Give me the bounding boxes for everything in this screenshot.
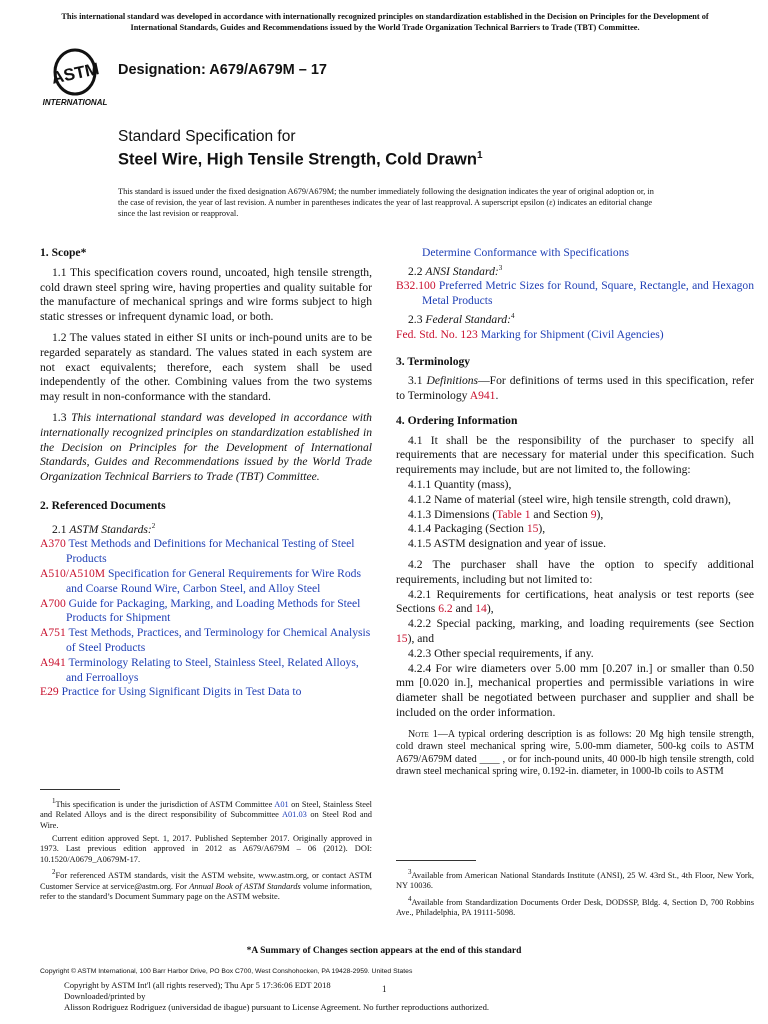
- ordering-item-4-2-1: [396, 588, 754, 618]
- ordering-item-4-2-3: 4.2.3 Other special requirements, if any.: [408, 646, 594, 660]
- i413-a: 4.1.3 Dimensions (: [408, 507, 497, 521]
- i414-b: ),: [538, 522, 546, 536]
- footer-line-1: Copyright by ASTM Int'l (all rights reserved); Thu Apr 5 17:36:06 EDT 2018: [64, 980, 331, 990]
- section-heading-referenced: 2. Referenced Documents: [40, 498, 166, 512]
- i414-a: 4.1.4 Packaging (Section: [408, 522, 527, 536]
- link-table-1[interactable]: Table 1: [496, 507, 531, 521]
- terminology-para: [396, 374, 754, 404]
- astm-standards-label: [40, 519, 372, 538]
- note-1-label: Note 1: [408, 728, 438, 740]
- ref-a751[interactable]: [40, 626, 372, 656]
- ordering-para-4-2: 4.2 The purchaser shall have the option to specify additional requirements, including but not limited to:: [396, 558, 754, 586]
- footnote-1-edition: Current edition approved Sept. 1, 2017. Published September 2017. Originally approved in 1973. Last previous edition approved in 2012 as A679/A679M – 06 (2012). DOI: 10.1520/A0679_A0679M-17.: [40, 833, 372, 864]
- footnote-3-mark: 3: [408, 868, 412, 876]
- footnote-3: [396, 867, 754, 892]
- link-section-15[interactable]: 15: [526, 522, 539, 536]
- link-section-15b[interactable]: 15: [396, 632, 408, 646]
- terminology-label: Definitions: [426, 374, 479, 388]
- ref-title[interactable]: Practice for Using Significant Digits in Test Data to: [61, 685, 302, 699]
- link-section-6-2[interactable]: 6.2: [438, 602, 453, 616]
- link-section-9[interactable]: 9: [590, 507, 597, 521]
- standard-title: [118, 127, 483, 170]
- ref-a510[interactable]: [40, 567, 372, 597]
- ansi-label-num: 2.2: [408, 264, 423, 278]
- section-heading-terminology: 3. Terminology: [396, 354, 471, 368]
- top-note: This international standard was developed in accordance with internationally recognized principles on standardization established in the Decision on Principles for the Development of International Standards, Guides and Recommendations issued by the World Trade Organization Technical Barriers to Trade (TBT) Committee.: [61, 12, 709, 32]
- terminology-end: .: [495, 389, 499, 403]
- ordering-para-4-1: 4.1 It shall be the responsibility of the purchaser to specify all requirements that are necessary for material under this specification. Such requirements may include, but are not limited to, the following:: [396, 433, 754, 477]
- i413-b: and Section: [530, 507, 591, 521]
- astm-label-num: 2.1: [52, 522, 67, 536]
- i421-a: 4.2.1 Requirements for certifications, heat analysis or test reports (see Sections: [396, 587, 754, 616]
- ref-title[interactable]: Marking for Shipment (Civil Agencies): [480, 327, 664, 341]
- fn1-link-a01[interactable]: A01: [274, 799, 289, 809]
- federal-label-mark: 4: [510, 312, 515, 321]
- ordering-item-4-1-5: 4.1.5 ASTM designation and year of issue.: [408, 537, 607, 551]
- scope-para-3-num: 1.3: [52, 410, 67, 424]
- astm-label-mark: 2: [151, 521, 156, 530]
- ref-title[interactable]: Test Methods and Definitions for Mechanical Testing of Steel Products: [66, 537, 355, 566]
- link-section-14[interactable]: 14: [475, 602, 487, 616]
- fn1-link-a0103[interactable]: A01.03: [281, 810, 307, 820]
- download-footer: [64, 980, 664, 1014]
- footnote-1: [40, 796, 372, 832]
- summary-of-changes-note: *A Summary of Changes section appears at the end of this standard: [246, 946, 522, 956]
- ref-title[interactable]: Preferred Metric Sizes for Round, Square, Rectangle, and Hexagon Metal Products: [422, 279, 754, 308]
- fn1-text-b: on Steel, Stainless Steel and Related Alloys and is the direct responsibility of Subcommittee: [40, 799, 373, 820]
- ref-title[interactable]: Guide for Packaging, Marking, and Loading Methods for Steel Products for Shipment: [66, 596, 361, 625]
- footnote-4-mark: 4: [408, 894, 412, 903]
- footer-line-3: Alisson Rodriguez Rodriguez (universidad de ibague) pursuant to License Agreement. No further reproductions authorized.: [64, 1002, 490, 1013]
- scope-para-1: 1.1 This specification covers round, uncoated, high tensile strength, cold drawn steel spring wire, having properties and quality suitable for the manufacture of mechanical springs and wire forms subject to high static stresses or infrequent dynamic load, or both.: [40, 265, 372, 324]
- footnote-rule-right: [396, 860, 476, 861]
- scope-para-2: 1.2 The values stated in either SI units or inch-pound units are to be regarded separately as standard. The values stated in each system are not exact equivalents; therefore, each system shall be used independently of the other. Combining values from the two systems may result in non-conformance with the standard.: [40, 330, 372, 404]
- terminology-text: —For definitions of terms used in this specification, refer to Terminology: [396, 374, 754, 403]
- i422-a: 4.2.2 Special packing, marking, and loading requirements (see Section: [408, 617, 754, 631]
- designation: Designation: A679/A679M – 17: [118, 62, 327, 78]
- footer-line-2: Downloaded/printed by: [64, 991, 146, 1002]
- footnote-4: [396, 894, 754, 919]
- ref-code[interactable]: A941: [40, 655, 66, 669]
- note-1: [396, 729, 754, 779]
- i421-c: ),: [486, 602, 494, 616]
- i422-b: ), and: [407, 632, 434, 646]
- footnotes-right: [396, 867, 754, 921]
- title-line-2: [118, 146, 483, 170]
- ansi-label-mark: 3: [498, 263, 503, 272]
- footnote-4-text: Available from Standardization Documents Order Desk, DODSSP, Bldg. 4, Section D, 700 Robbins Ave., Philadelphia, PA 19111-5098.: [396, 897, 754, 918]
- footnote-rule-left: [40, 789, 120, 790]
- ref-code[interactable]: B32.100: [396, 279, 436, 293]
- i413-c: ),: [596, 507, 604, 521]
- footnote-2: [40, 867, 372, 903]
- title-text: Steel Wire, High Tensile Strength, Cold Drawn: [118, 150, 477, 169]
- footnote-1-mark: 1: [52, 797, 56, 805]
- ref-code[interactable]: A370: [40, 537, 66, 551]
- ref-code[interactable]: Fed. Std. No. 123: [396, 327, 478, 341]
- ref-code[interactable]: A510/A510M: [40, 567, 106, 580]
- fn1-text-a: This specification is under the jurisdiction of ASTM Committee: [55, 799, 275, 809]
- fn1-text-c: on Steel Rod and Wire.: [40, 810, 372, 830]
- astm-logo: [40, 48, 110, 108]
- ansi-standard-label: [396, 261, 754, 280]
- ordering-item-4-2-2: [396, 617, 754, 647]
- ref-title[interactable]: Specification for General Requirements for Wire Rods and Coarse Round Wire, Carbon Steel, and Alloy Steel: [66, 567, 361, 595]
- issue-note: This standard is issued under the fixed designation A679/A679M; the number immediately following the designation indicates the year of original adoption or, in the case of revision, the year of last revision. A number in parentheses indicates the year of last reapproval. A superscript epsilon (ε) indicates an editorial change since the last revision or reapproval.: [118, 187, 654, 218]
- note-1-text: —A typical ordering description is as follows: 20 Mg high tensile strength, cold drawn steel mechanical spring wire, 5.00-mm diameter, 500-kg coils to ASTM A679/A679M dated ____ , or for inch-pound units, 40 000-lb high tensile strength, cold drawn steel mechanical spring wire, 0.192-in. diameter, in 1000-lb coils to ASTM: [396, 728, 754, 778]
- copyright-line: Copyright © ASTM International, 100 Barr Harbor Drive, PO Box C700, West Conshohocken, PA 19428-2959. United States: [40, 968, 413, 975]
- ref-code[interactable]: E29: [40, 685, 59, 699]
- ref-a941[interactable]: [40, 656, 372, 686]
- ref-a370[interactable]: [40, 537, 372, 567]
- fn2-text-a: For referenced ASTM standards, visit the ASTM website, www.astm.org, or contact ASTM Customer Service at service@astm.org. For: [40, 871, 372, 891]
- section-heading-ordering: 4. Ordering Information: [396, 413, 518, 427]
- fn2-text-b: volume information, refer to the standard’s Document Summary page on the ASTM website.: [40, 881, 372, 902]
- scope-para-3-text: This international standard was developed in accordance with internationally recognized principles on standardization established in the Decision on Principles for the Development of International Standards, Guides and Recommendations issued by the World Trade Organization Technical Barriers to Trade (TBT) Committee.: [40, 410, 372, 484]
- ordering-item-4-1-4: [396, 522, 754, 537]
- fn2-italic: Annual Book of ASTM Standards: [189, 881, 301, 891]
- right-column: [396, 246, 754, 779]
- ref-a700[interactable]: [40, 597, 372, 627]
- ref-code[interactable]: A751: [40, 626, 66, 640]
- scope-para-3: [40, 411, 372, 485]
- ref-title[interactable]: Terminology Relating to Steel, Stainless Steel, Related Alloys, and Ferroalloys: [66, 655, 359, 684]
- ordering-item-4-2-4: 4.2.4 For wire diameters over 5.00 mm [0.207 in.] or smaller than 0.50 mm [0.020 in.], mechanical properties and permissible variations in wire diameter shall be negotiated between purchaser and supplier and shall be included on the order information.: [396, 661, 754, 720]
- ref-b32[interactable]: [396, 279, 754, 309]
- ansi-label-text: ANSI Standard:: [425, 264, 499, 278]
- ordering-item-4-1-2: 4.1.2 Name of material (steel wire, high tensile strength, cold drawn),: [408, 492, 731, 506]
- footnote-3-text: Available from American National Standards Institute (ANSI), 25 W. 43rd St., 4th Floor, New York, NY 10036.: [396, 870, 754, 891]
- footnote-2-mark: 2: [52, 868, 56, 877]
- section-heading-scope: 1. Scope*: [40, 246, 87, 259]
- title-footnote-mark: 1: [476, 150, 483, 161]
- logo-mark-text: ASTM: [49, 59, 101, 88]
- left-column: [40, 246, 372, 700]
- title-line-1: Standard Specification for: [118, 128, 296, 145]
- footnotes-left: [40, 796, 372, 905]
- ref-title[interactable]: Test Methods, Practices, and Terminology for Chemical Analysis of Steel Products: [66, 626, 371, 654]
- ref-code[interactable]: A700: [40, 596, 66, 610]
- ordering-item-4-1-1: 4.1.1 Quantity (mass),: [408, 478, 512, 492]
- ref-e29[interactable]: [40, 685, 372, 700]
- astm-label-text: ASTM Standards:: [69, 522, 152, 536]
- federal-label-text: Federal Standard:: [425, 312, 511, 326]
- ref-fed-std-123[interactable]: [396, 328, 754, 343]
- page-number: 1: [382, 984, 387, 994]
- ordering-item-4-1-3: [396, 508, 754, 523]
- federal-standard-label: [396, 309, 754, 328]
- ref-e29-continued[interactable]: Determine Conformance with Specifications: [422, 246, 630, 259]
- i421-b: and: [452, 602, 476, 616]
- terminology-link-a941[interactable]: A941: [469, 389, 496, 403]
- astm-logo-icon: [40, 48, 110, 108]
- federal-label-num: 2.3: [408, 312, 423, 326]
- terminology-num: 3.1: [408, 374, 423, 388]
- logo-label: INTERNATIONAL: [42, 98, 108, 107]
